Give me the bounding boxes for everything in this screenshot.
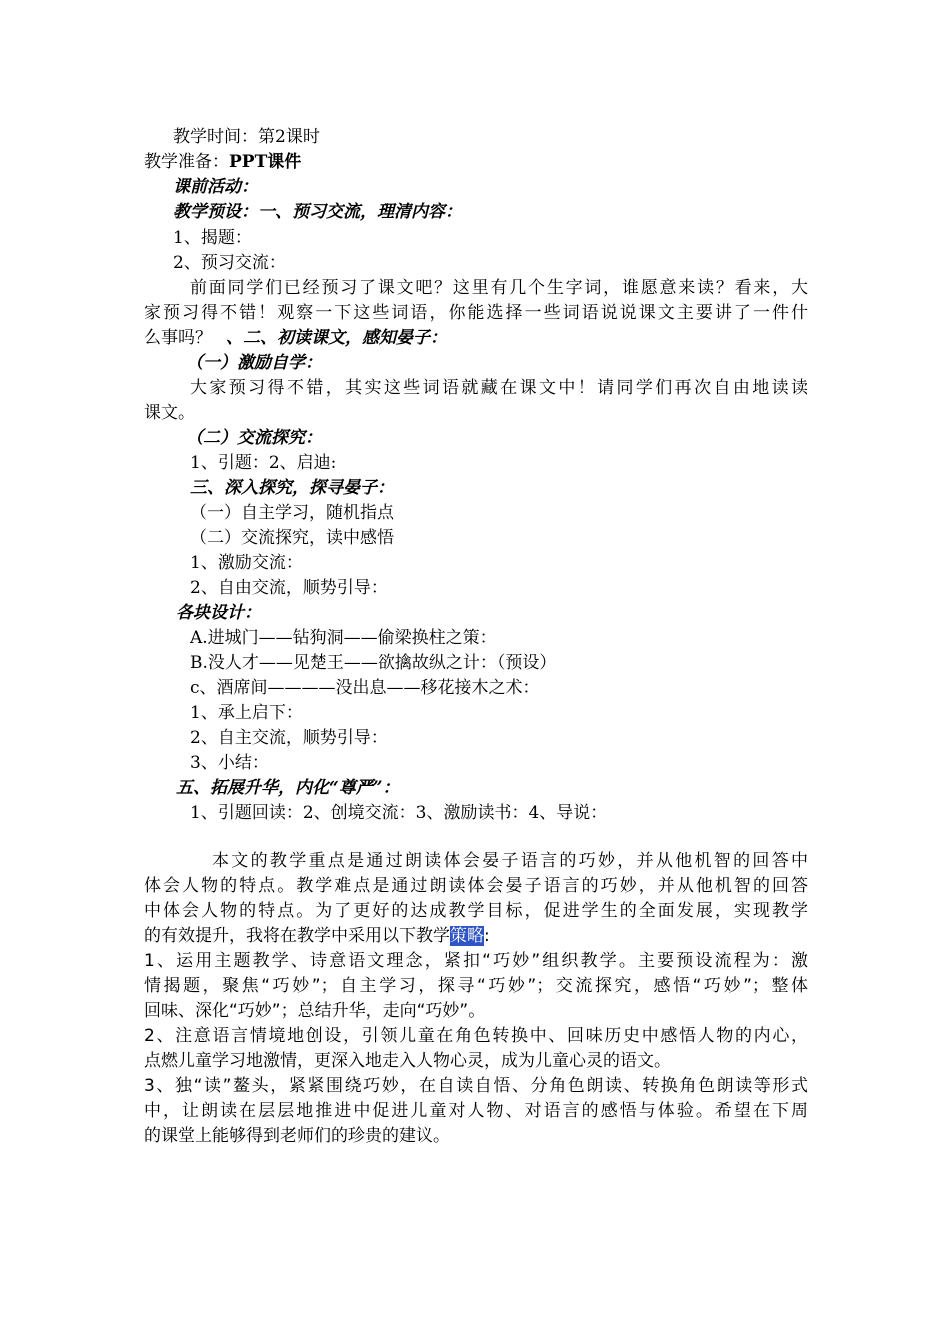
s1-paragraph-line-2: 家预习得不错！观察一下这些词语，你能选择一些词语说说课文主要讲了一件什	[144, 303, 808, 323]
s1-paragraph-line-1: 前面同学们已经预习了课文吧？这里有几个生字词，谁愿意来读？看来，大	[190, 278, 808, 298]
s2-paragraph-line-2: 课文。	[144, 403, 195, 423]
section-5-heading: 五、拓展升华，内化“尊严”：	[176, 778, 400, 798]
summary-p2-line-1: 1、运用主题教学、诗意语文理念，紧扣“巧妙”组织教学。主要预设流程为：激	[144, 951, 808, 971]
summary-p4-line-1: 3、独“读”鳌头，紧紧围绕巧妙，在自读自悟、分角色朗读、转换角色朗读等形式	[144, 1076, 808, 1096]
section-1-heading	[173, 200, 462, 225]
block-c: c、酒席间————没出息——移花接木之术：	[190, 678, 540, 698]
summary-p1-line-1: 本文的教学重点是通过朗读体会晏子语言的巧妙，并从他机智的回答中	[212, 851, 808, 871]
summary-p1-line-3: 中体会人物的特点。为了更好的达成教学目标，促进学生的全面发展，实现教学	[144, 901, 808, 921]
block-a: A.进城门——钻狗洞——偷梁换柱之策：	[190, 628, 497, 648]
s1-item-2: 2、预习交流：	[173, 253, 286, 273]
summary-p2-line-2: 情揭题，聚焦“巧妙”；自主学习，探寻“巧妙”；交流探究，感悟“巧妙”；整体	[144, 976, 808, 996]
s2-paragraph-line-1: 大家预习得不错，其实这些词语就藏在课文中！请同学们再次自由地读读	[190, 378, 808, 398]
teaching-time-value: 第2课时	[258, 127, 320, 147]
selected-text-highlight[interactable]: 策略	[450, 926, 484, 946]
s1-item-1: 1、揭题：	[173, 228, 252, 248]
summary-p4-line-2: 中，让朗读在层层地推进中促进儿童对人物、对语言的感悟与体验。希望在下周	[144, 1101, 808, 1121]
teaching-prep-value: PPT课件	[229, 152, 302, 172]
section-3-heading: 三、深入探究，探寻晏子：	[190, 478, 394, 498]
pre-activity-heading: 课前活动：	[173, 177, 258, 197]
s3-item-1: 1、激励交流：	[190, 553, 303, 573]
teaching-time-label: 教学时间：	[173, 127, 258, 147]
s3-item-2: 2、自由交流，顺势引导：	[190, 578, 388, 598]
teaching-prep	[144, 150, 301, 175]
s2-items: 1、引题：2、启迪:	[190, 453, 337, 473]
s5-items: 1、引题回读：2、创境交流：3、激励读书：4、导说：	[190, 803, 608, 823]
s3-item-3: 1、承上启下：	[190, 703, 303, 723]
summary-p3-line-1: 2、注意语言情境地创设，引领儿童在角色转换中、回味历史中感悟人物的内心，	[144, 1026, 808, 1046]
summary-p4-line-3: 的课堂上能够得到老师们的珍贵的建议。	[144, 1126, 450, 1146]
s3-subheading-1: （一）自主学习，随机指点	[190, 503, 394, 523]
section-1-title: 一、预习交流，理清内容：	[258, 202, 462, 222]
teaching-prep-label: 教学准备：	[144, 152, 229, 172]
summary-p3-line-2: 点燃儿童学习地激情，更深入地走入人物心灵，成为儿童心灵的语文。	[144, 1051, 671, 1071]
block-b: B.没人才——见楚王——欲擒故纵之计：（预设）	[190, 653, 557, 673]
block-design-heading: 各块设计：	[176, 603, 261, 623]
s3-subheading-2: （二）交流探究，读中感悟	[190, 528, 394, 548]
s2-subheading-1: （一）激励自学：	[186, 353, 322, 373]
summary-p2-line-3: 回味、深化“巧妙”；总结升华，走向“巧妙”。	[144, 1001, 486, 1021]
summary-p1-line-4-end: :	[484, 926, 490, 946]
preset-label: 教学预设：	[173, 202, 258, 222]
s1-paragraph-end: 么事吗？	[144, 328, 212, 348]
section-2-heading: 、二、初读课文，感知晏子：	[226, 328, 447, 348]
s3-item-4: 2、自主交流，顺势引导：	[190, 728, 388, 748]
summary-p1-line-4	[144, 924, 490, 949]
summary-p1-line-4-text: 的有效提升，我将在教学中采用以下教学	[144, 926, 450, 946]
s2-subheading-2: （二）交流探究：	[186, 428, 322, 448]
teaching-time	[173, 125, 320, 150]
s1-paragraph-line-3	[144, 326, 447, 351]
summary-p1-line-2: 体会人物的特点。教学难点是通过朗读体会晏子语言的巧妙，并从他机智的回答	[144, 876, 808, 896]
s3-item-5: 3、小结：	[190, 753, 269, 773]
